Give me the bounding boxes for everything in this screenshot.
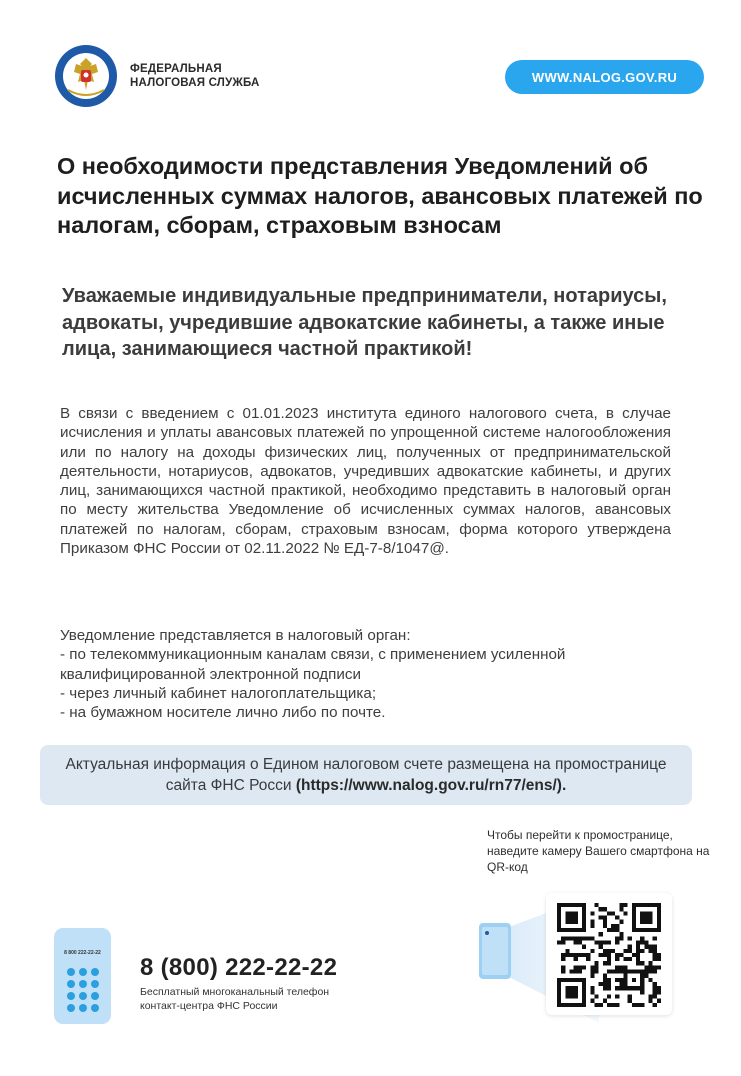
hotline-description (140, 985, 329, 1013)
hotline-description-line1: Бесплатный многоканальный телефон (140, 986, 330, 998)
info-box (40, 745, 692, 805)
page-title: О необходимости представления Уведомлений об исчисленных суммах налогов, авансовых платежей по налогам, сборам, страховым взносам (57, 153, 703, 238)
keypad (67, 968, 99, 1012)
ens-promo-link[interactable]: (https://www.nalog.gov.ru/rn77/ens/). (295, 777, 567, 794)
agency-name-line2: НАЛОГОВАЯ СЛУЖБА (130, 77, 260, 89)
delivery-item: - на бумажном носителе лично либо по почте. (60, 704, 386, 722)
smartphone-keypad-icon (54, 928, 111, 1024)
qr-code (556, 903, 662, 1007)
hotline-description-line2: контакт-центра ФНС России (140, 1000, 278, 1012)
agency-name (130, 62, 260, 90)
qr-hint: Чтобы перейти к промостранице, наведите камеру Вашего смартфона на QR-код (487, 828, 710, 874)
greeting-heading: Уважаемые индивидуальные предприниматели, нотариусы, адвокаты, учредившие адвокатские кабинеты, а также иные лица, занимающиеся частной практикой! (62, 285, 667, 360)
agency-name-line1: ФЕДЕРАЛЬНАЯ (130, 63, 222, 75)
fns-emblem-icon (54, 44, 118, 108)
hotline-number: 8 (800) 222-22-22 (140, 954, 338, 981)
phone-illustration-number: 8 800 222-22-22 (64, 950, 101, 956)
delivery-intro: Уведомление представляется в налоговый орган: (60, 627, 411, 644)
delivery-item: - по телекоммуникационным каналам связи, с применением усиленной квалифицированной электронной подписи (60, 646, 566, 683)
website-button[interactable]: WWW.NALOG.GOV.RU (505, 60, 704, 94)
qr-code-icon[interactable] (546, 893, 672, 1015)
body-paragraph: В связи с введением с 01.01.2023 института единого налогового счета, в случае исчисления и уплаты авансовых платежей по упрощенной системе налогообложения или по налогу на доходы физических лиц, полученных от предпринимательской деятельности, нотариусов, адвокатов, учредивших адвокатские кабинеты, и других лиц, занимающихся частной практикой, необходимо представить в налоговый орган по месту жительства Уведомление об исчисленных суммах налогов, авансовых платежей по налогам, сборам, страховым взносам, форма которого утверждена Приказом ФНС России от 02.11.2022 № ЕД-7-8/1047@. (60, 405, 671, 558)
delivery-methods (60, 626, 671, 722)
delivery-item: - через личный кабинет налогоплательщика; (60, 684, 377, 702)
info-box-text: Актуальная информация о Едином налоговом счете размещена на промостранице сайта ФНС Росси (65, 756, 667, 794)
